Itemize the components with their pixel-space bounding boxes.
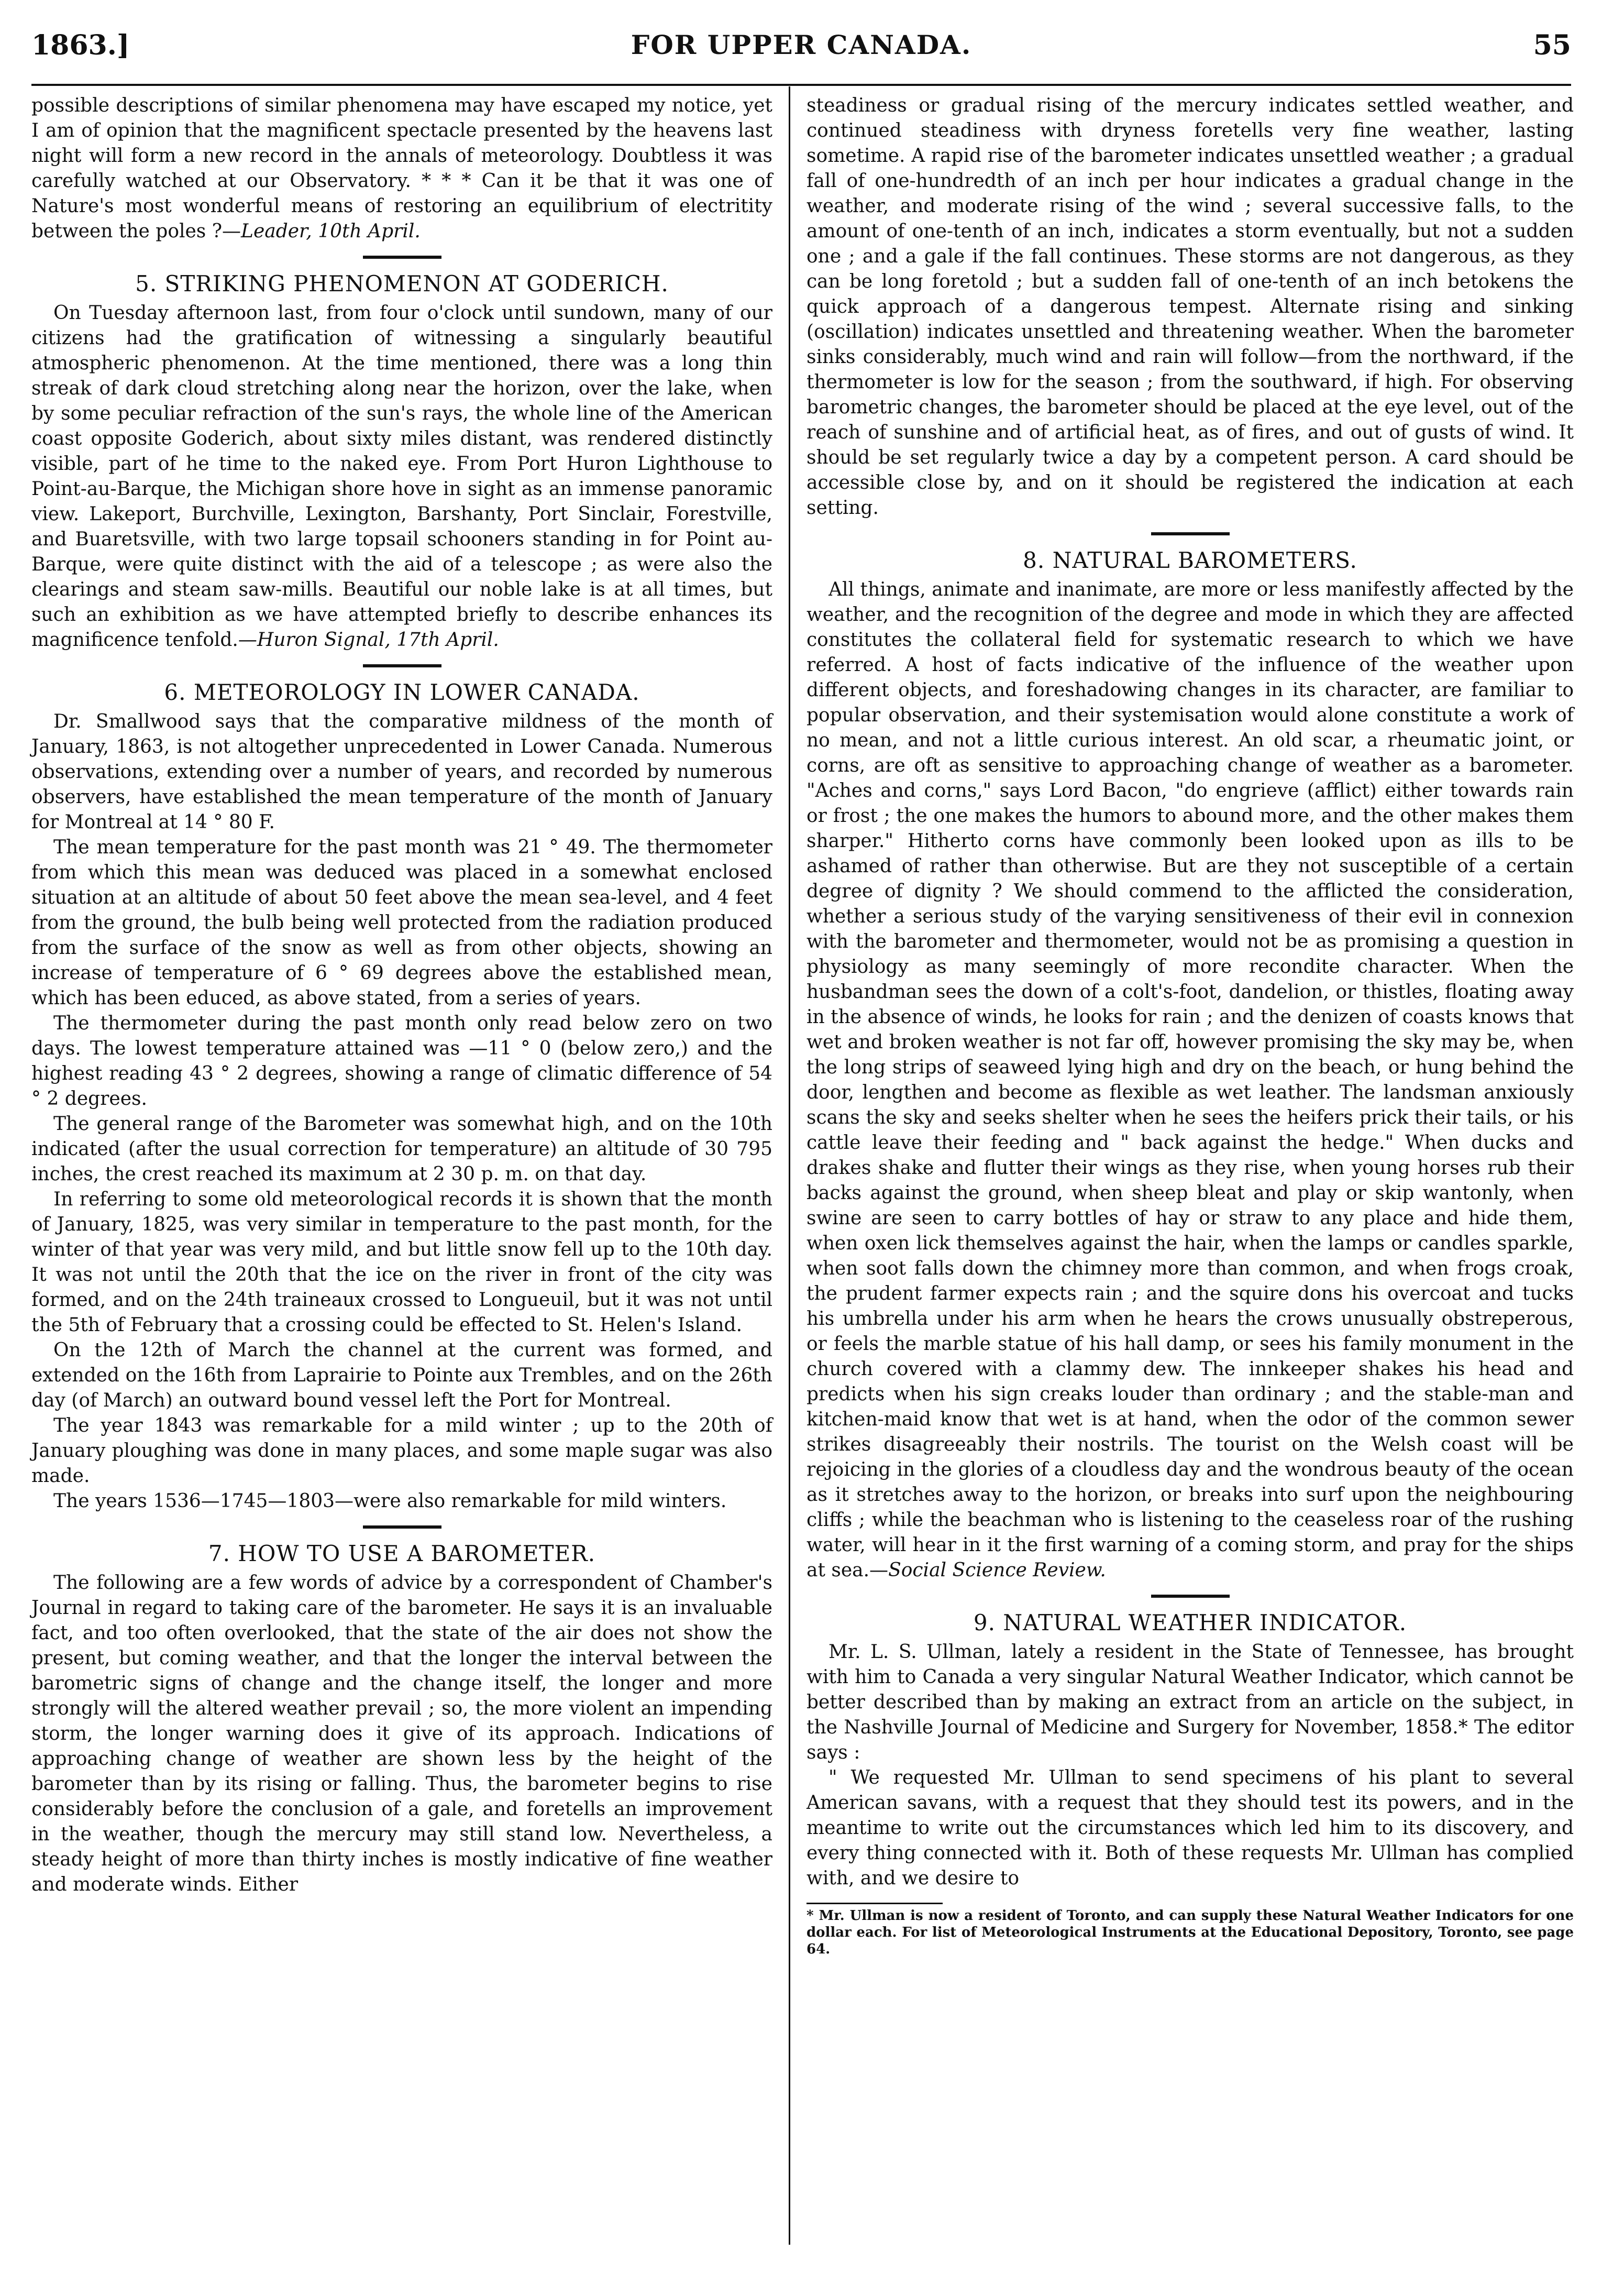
section-6-paragraph: The years 1536—1745—1803—were also remarkable for mild winters. [53,1490,727,1512]
column-divider [789,86,790,2245]
section-6-paragraph: In referring to some old meteorological records it is shown that the month of January, 1825, was very similar in temperature to the past month, for the winter of that year was very mild, and but little snow fell up to the 10th day. It was not until the 20th that the ice on the river in front of the city was formed, and on the 24th traineaux crossed to Longueuil, but it was not until the 5th of February that a crossing could be effected to St. Helen's Island. [31,1189,772,1336]
section-separator [363,256,441,259]
section-9-paragraph: " We requested Mr. Ullman to send specimens of his plant to several American savans, with a request that they should test its powers, and in the meantime to write out the circumstances which led him to its discovery, and every thing connected with it. Both of these requests Mr. Ullman has complied with, and we desire to [807,1767,1574,1889]
right-column [807,93,1574,1958]
section-separator [363,1525,441,1529]
footnote: * Mr. Ullman is now a resident of Toronto, and can supply these Natural Weather Indicators for one dollar each. For list of Meteorological Instruments at the Educational Depository, Toronto, see page 64. [807,1908,1574,1957]
section-6-paragraph: Dr. Smallwood says that the comparative mildness of the month of January, 1863, is not altogether unprecedented in Lower Canada. Numerous observations, extending over a number of years, and recorded by numerous observers, have established the mean temperature of the month of January for Montreal at 14 ° 80 F. [31,711,772,833]
section-7-continued: steadiness or gradual rising of the mercury indicates settled weather, and continued steadiness with dryness foretells very fine weather, lasting sometime. A rapid rise of the barometer indicates unsettled weather ; a gradual fall of one-hundredth of an inch per hour indicates a gradual change in the weather, and moderate rising of the wind ; several successive falls, to the amount of one-tenth of an inch, indicates a storm eventually, but not a sudden one ; and a gale if the fall continues. These storms are not dangerous, as they can be long foretold ; but a sudden fall of one-tenth of an inch betokens the quick approach of a dangerous tempest. Alternate rising and sinking (oscillation) indicates unsettled and threatening weather. When the barometer sinks considerably, much wind and rain will follow—from the northward, if the thermometer is low for the season ; from the southward, if high. For observing barometric changes, the barometer should be placed at the eye level, out of the reach of sunshine and of artificial heat, as of fires, and out of gusts of wind. It should be set regularly twice a day by a competent person. A card should be accessible close by, and on it should be registered the indication at each setting. [807,95,1574,519]
section-separator [363,664,441,667]
section-7-paragraph: The following are a few words of advice by a correspondent of Chamber's Journal in regard to taking care of the barometer. He says it is an invaluable fact, and too often overlooked, that the state of the air does not show the present, but coming weather, and that the longer the interval between the barometric signs of change and the change itself, the longer and more strongly will the altered weather prevail ; so, the more violent an impending storm, the longer warning does it give of its approach. Indications of approaching change of weather are shown less by the height of the barometer than by its rising or falling. Thus, the barometer begins to rise considerably before the conclusion of a gale, and foretells an improvement in the weather, though the mercury may still stand low. Nevertheless, a steady height of more than thirty inches is mostly indicative of fine weather and moderate winds. Either [31,1572,772,1895]
section-9-heading: 9. NATURAL WEATHER INDICATOR. [973,1610,1407,1635]
header-rule [31,84,1571,86]
section-7-heading: 7. HOW TO USE A BAROMETER. [208,1541,596,1566]
section-6-heading: 6. METEOROLOGY IN LOWER CANADA. [164,679,640,705]
section-6-paragraph: The mean temperature for the past month was 21 ° 49. The thermometer from which this mean was deduced was placed in a somewhat enclosed situation at an altitude of about 50 feet above the mean sea-level, and 4 feet from the ground, the bulb being well protected from the radiation produced from the surface of the snow as well as from other objects, showing an increase of temperature of 6 ° 69 degrees above the established mean, which has been educed, as above stated, from a series of years. [31,837,772,1009]
section-6-paragraph: The general range of the Barometer was somewhat high, and on the 10th indicated (after the usual correction for temperature) an altitude of 30 795 inches, the crest reached its maximum at 2 30 p. m. on that day. [31,1113,772,1185]
section-6-paragraph: On the 12th of March the channel at the current was formed, and extended on the 16th from Laprairie to Pointe aux Trembles, and on the 26th day (of March) an outward bound vessel left the Port for Montreal. [31,1339,772,1411]
left-column [31,93,772,1897]
section-5-paragraph [31,301,772,653]
section-6-paragraph: The year 1843 was remarkable for a mild winter ; up to the 20th of January ploughing was done in many places, and some maple sugar was also made. [31,1415,772,1487]
section-5-attribution: Huron Signal, 17th April. [257,629,499,651]
section-8-attribution: Social Science Review. [888,1560,1106,1581]
intro-attribution: Leader, 10th April. [241,221,421,242]
section-5-text: On Tuesday afternoon last, from four o'clock until sundown, many of our citizens had the gratification of witnessing a singularly beautiful atmospheric phenomenon. At the time mentioned, there was a long thin streak of dark cloud stretching along near the horizon, over the lake, when by some peculiar refraction of the sun's rays, the whole line of the American coast opposite Goderich, about sixty miles distant, was rendered distinctly visible, part of he time to the naked eye. From Port Huron Lighthouse to Point-au-Barque, the Michigan shore hove in sight as an immense panoramic view. Lakeport, Burchville, Lexington, Barshanty, Port Sinclair, Forestville, and Buaretsville, with two large topsail schooners standing in for Point au-Barque, were quite distinct with the aid of a telescope ; as were also the clearings and steam saw-mills. Beautiful our noble lake is at all times, but such an exhibition as we have attempted briefly to describe enhances its magnificence tenfold.— [31,302,772,651]
footnote-rule [807,1903,943,1904]
section-6-paragraph: The thermometer during the past month only read below zero on two days. The lowest temperature attained was —11 ° 0 (below zero,) and the highest reading 43 ° 2 degrees, showing a range of climatic difference of 54 ° 2 degrees. [31,1013,772,1110]
section-8-text: All things, animate and inanimate, are more or less manifestly affected by the weather, and the recognition of the degree and mode in which they are affected constitutes the collateral field for systematic research to which we have referred. A host of facts indicative of the influence of the weather upon different objects, and foreshadowing changes in its character, are familiar to popular observation, and their systemisation would alone constitute a work of no mean, and not a little curious interest. An old scar, a rheumatic joint, or corns, are oft as sensitive to approaching change of weather as a barometer. "Aches and corns," says Lord Bacon, "do engrieve (afflict) either towards rain or frost ; the one makes the humors to abound more, and the other makes them sharper." Hitherto corns have commonly been looked upon as ills to be ashamed of rather than otherwise. But are they not susceptible of a certain degree of dignity ? We should commend to the afflicted the consideration, whether a serious study of the varying sensitiveness of their evil in connexion with the barometer and thermometer, would not be as promising a question in physiology as many seemingly of more recondite character. When the husbandman sees the down of a colt's-foot, dandelion, or thistles, floating away in the absence of winds, he looks for rain ; and the denizen of coasts knows that wet and broken weather is not far off, however promising the sky may be, when the long strips of seaweed lying high and dry on the beach, or hung behind the door, lengthen and become as flexible as wet leather. The landsman anxiously scans the sky and seeks shelter when he sees the heifers prick their tails, or his cattle leave their feeding and " back against the hedge." When ducks and drakes shake and flutter their wings as they rise, when young horses rub their backs against the ground, when sheep bleat and play or skip wantonly, when swine are seen to carry bottles of hay or straw to any place and hide them, when oxen lick themselves against the hair, when the lamps or candles sparkle, when soot falls down the chimney more than common, and when frogs croak, the prudent farmer expects rain ; and the squire dons his overcoat and tucks his umbrella under his arm when he hears the crows unusually obstreperous, or feels the marble statue of his hall damp, or sees his family monument in the church covered with a clammy dew. The innkeeper shakes his head and predicts when his sign creaks louder than ordinary ; and the stable-man and kitchen-maid know that wet is at hand, when the odor of the common sewer strikes disagreeably their nostrils. The tourist on the Welsh coast will be rejoicing in the glories of a cloudless day and the wondrous beauty of the ocean as it stretches away to the horizon, or breaks into surf upon the neighbouring cliffs ; while the beachman who is listening to the ceaseless roar of the rushing water, will hear in it the first warning of a coming storm, and pray for the ships at sea.— [807,579,1574,1581]
section-separator [1151,532,1230,535]
page-number: 55 [1533,29,1571,61]
section-separator [1151,1595,1230,1598]
header-year: 1863.] [31,29,130,61]
header-title: FOR UPPER CANADA. [631,29,972,60]
section-5-heading: 5. STRIKING PHENOMENON AT GODERICH. [135,271,669,297]
page-header [31,21,1571,79]
section-8-heading: 8. NATURAL BAROMETERS. [1023,547,1357,573]
intro-paragraph [31,93,772,244]
section-8-paragraph [807,577,1574,1583]
section-9-paragraph: Mr. L. S. Ullman, lately a resident in the State of Tennessee, has brought with him to Canada a very singular Natural Weather Indicator, which cannot be better described than by making an extract from an article on the subject, in the Nashville Journal of Medicine and Surgery for November, 1858.* The editor says : [807,1641,1574,1763]
intro-text: possible descriptions of similar phenomena may have escaped my notice, yet I am of opinion that the magnificent spectacle presented by the heavens last night will form a new record in the annals of meteorology. Doubtless it was carefully watched at our Observatory. * * * Can it be that it was one of Nature's most wonderful means of restoring an equilibrium of electritity between the poles ?— [31,95,772,242]
